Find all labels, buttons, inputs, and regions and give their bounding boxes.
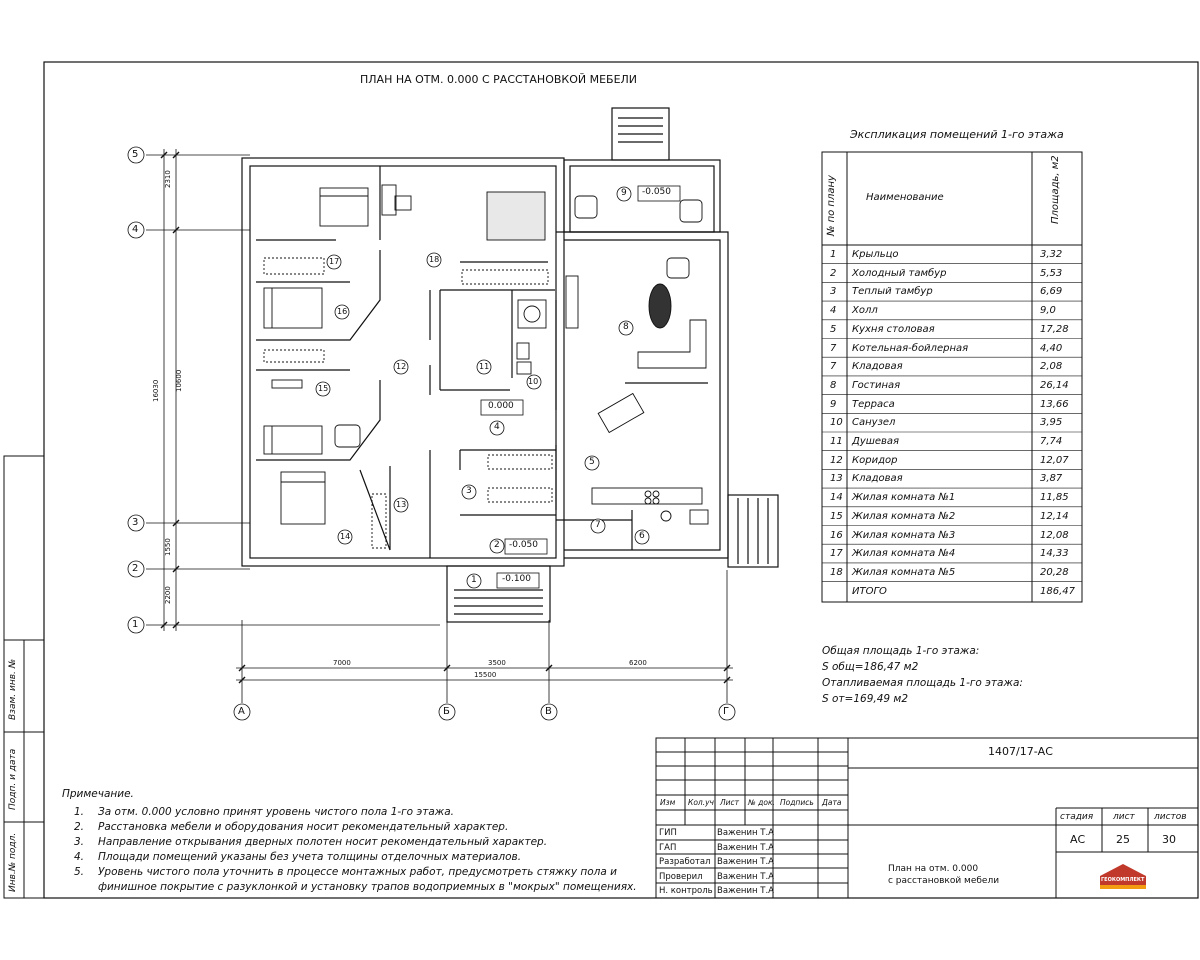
area-note-4: S от=169,49 м2	[822, 693, 909, 705]
explication-row-num: 17	[830, 548, 843, 560]
explication-row-name: Жилая комната №3	[852, 529, 956, 541]
note-text: финишное покрытие с разуклонкой и установку трапов водоприемных в "мокрых" помещениях.	[98, 881, 637, 893]
note-number: 1.	[74, 806, 85, 818]
room-num-6: 6	[639, 531, 645, 541]
room-num-13: 13	[396, 500, 407, 509]
explication-row-area: 3,87	[1040, 473, 1063, 485]
title-block-name: Важенин Т.А	[717, 886, 774, 897]
explication-row-area: 12,07	[1040, 454, 1069, 466]
note-text: За отм. 0.000 условно принят уровень чистого пола 1-го этажа.	[98, 806, 454, 818]
logo-text: ГЕОКОМПЛЕКТ	[1101, 877, 1145, 883]
explication-row-name: Терраса	[852, 398, 895, 410]
dim-left-inner: 10600	[175, 369, 183, 392]
explication-row-area: 13,66	[1040, 398, 1069, 410]
title-block-name: Важенин Т.А	[717, 871, 774, 882]
explication-row-num: 15	[830, 510, 843, 522]
note-number: 4.	[74, 851, 85, 863]
title-block-name: Важенин Т.А	[717, 857, 774, 868]
level-hall: 0.000	[488, 401, 514, 411]
room-num-8: 8	[623, 322, 629, 332]
sheet-value: 25	[1116, 833, 1130, 846]
explication-col-name: Наименование	[866, 192, 944, 203]
explication-row-num: 7	[830, 361, 837, 373]
explication-row-area: 3,95	[1040, 417, 1063, 429]
explication-row-num: 3	[830, 286, 837, 298]
area-note-1: Общая площадь 1-го этажа:	[822, 645, 980, 657]
explication-row-area: 17,28	[1040, 323, 1069, 335]
plan-title: ПЛАН НА ОТМ. 0.000 С РАССТАНОВКОЙ МЕБЕЛИ	[360, 73, 638, 86]
room-num-15: 15	[318, 384, 329, 393]
explication-row-num: 2	[830, 267, 837, 279]
dim-left-2: 1550	[164, 538, 172, 556]
explication-row-name: Коридор	[852, 454, 898, 466]
axis-label-v: В	[545, 706, 552, 717]
explication-row-area: 2,08	[1040, 361, 1063, 373]
title-block-header: Дата	[822, 798, 842, 807]
dim-left-1: 2310	[164, 170, 172, 188]
explication-row-name: Кухня столовая	[852, 323, 935, 335]
explication-total-label: ИТОГО	[852, 585, 887, 597]
explication-row-num: 11	[830, 436, 843, 447]
axis-label-b: Б	[443, 706, 450, 717]
dim-left-total: 16030	[152, 379, 160, 402]
explication-row-area: 4,40	[1040, 342, 1063, 354]
explication-col-area: Площадь, м2	[1050, 155, 1061, 224]
explication-row-name: Жилая комната №2	[852, 510, 956, 522]
explication-row-name: Кладовая	[852, 473, 903, 485]
title-block-role: Разработал	[659, 857, 711, 868]
explication-row-num: 10	[830, 417, 843, 429]
sheets-value: 30	[1162, 833, 1176, 846]
project-code: 1407/17-АС	[988, 745, 1053, 758]
explication-row-area: 6,69	[1040, 286, 1063, 298]
sheets-label: листов	[1154, 812, 1187, 822]
room-num-18: 18	[429, 255, 440, 264]
dim-6200: 6200	[629, 659, 647, 667]
explication-row-area: 20,28	[1040, 566, 1069, 578]
explication-row-name: Холл	[852, 305, 878, 317]
explication-row-num: 1	[830, 249, 837, 260]
explication-row-name: Душевая	[852, 436, 900, 447]
explication-row-area: 11,85	[1040, 492, 1069, 504]
grid-axes	[128, 147, 735, 720]
sheet-label: лист	[1113, 812, 1135, 822]
level-porch: -0.100	[502, 574, 532, 584]
explication-row-num: 7	[830, 342, 837, 354]
stage-value: АС	[1070, 833, 1086, 846]
level-vestibule: -0.050	[509, 540, 539, 550]
room-num-9: 9	[621, 188, 627, 198]
level-terrace: -0.050	[642, 187, 672, 197]
axis-label-1: 1	[132, 619, 139, 630]
explication-row-num: 5	[830, 323, 837, 335]
room-num-16: 16	[337, 307, 348, 316]
note-text: Площади помещений указаны без учета толщины отделочных материалов.	[98, 851, 522, 863]
note-text: Уровень чистого пола уточнить в процессе монтажных работ, предусмотреть стяжку пола и	[98, 866, 617, 878]
stage-label: стадия	[1060, 812, 1094, 822]
notes-heading: Примечание.	[62, 788, 134, 800]
sheet-title-2: с расстановкой мебели	[888, 876, 1000, 886]
note-number: 2.	[74, 821, 85, 833]
explication-row-num: 9	[830, 398, 837, 410]
explication-row-area: 12,14	[1040, 510, 1069, 522]
side-stamp-2: Подп. и дата	[8, 748, 18, 810]
explication-row-num: 18	[830, 566, 843, 578]
explication-row-name: Гостиная	[852, 379, 901, 391]
explication-total-area: 186,47	[1040, 585, 1075, 597]
note-text: Расстановка мебели и оборудования носит рекомендательный характер.	[98, 821, 509, 833]
title-block-header: Кол.уч	[688, 798, 714, 807]
dim-3500: 3500	[488, 659, 506, 667]
note-text: Направление открывания дверных полотен носит рекомендательный характер.	[98, 836, 548, 848]
explication-row-name: Жилая комната №1	[852, 492, 956, 504]
side-stamp-1: Взам. инв. №	[8, 658, 18, 720]
explication-row-area: 7,74	[1040, 436, 1063, 447]
title-block-role: Н. контроль	[659, 886, 713, 897]
area-note-2: S общ=186,47 м2	[822, 661, 919, 673]
room-num-2: 2	[494, 540, 500, 550]
explication-row-name: Жилая комната №4	[852, 548, 956, 560]
room-num-17: 17	[329, 257, 340, 266]
dim-left-3: 2200	[164, 586, 172, 604]
axis-label-5: 5	[132, 149, 139, 160]
explication-row-name: Крыльцо	[852, 249, 899, 260]
axis-label-3: 3	[132, 517, 139, 528]
room-num-3: 3	[466, 486, 472, 496]
explication-row-area: 5,53	[1040, 267, 1063, 279]
explication-row-area: 12,08	[1040, 529, 1069, 541]
side-stamp-3: Инв.№ подл.	[8, 832, 18, 892]
title-block-header: Лист	[720, 798, 740, 807]
room-num-1: 1	[471, 575, 477, 585]
explication-row-area: 3,32	[1040, 249, 1063, 260]
explication-row-area: 26,14	[1040, 379, 1069, 391]
explication-title: Экспликация помещений 1-го этажа	[850, 128, 1064, 141]
dim-total: 15500	[474, 671, 497, 679]
note-number: 3.	[74, 836, 85, 848]
explication-row-name: Жилая комната №5	[852, 566, 956, 578]
explication-row-name: Котельная-бойлерная	[852, 342, 969, 354]
title-block-role: ГИП	[659, 828, 677, 838]
explication-row-num: 13	[830, 473, 843, 485]
explication-row-num: 16	[830, 529, 843, 541]
explication-row-num: 12	[830, 454, 843, 466]
title-block-name: Важенин Т.А	[717, 828, 774, 838]
explication-row-num: 14	[830, 492, 843, 504]
explication-row-name: Санузел	[852, 417, 896, 429]
room-num-14: 14	[340, 532, 351, 541]
explication-row-area: 9,0	[1040, 305, 1056, 317]
explication-row-area: 14,33	[1040, 548, 1069, 560]
explication-row-name: Холодный тамбур	[852, 267, 947, 279]
explication-col-num: № по плану	[826, 175, 837, 236]
axis-label-4: 4	[132, 224, 139, 235]
explication-row-name: Кладовая	[852, 361, 903, 373]
axis-label-g: Г	[723, 706, 730, 717]
area-note-3: Отапливаемая площадь 1-го этажа:	[822, 677, 1023, 689]
room-num-7: 7	[595, 520, 601, 530]
sheet-title-1: План на отм. 0.000	[888, 864, 979, 874]
explication-row-name: Теплый тамбур	[852, 286, 933, 298]
axis-label-a: А	[238, 706, 245, 717]
title-block-role: ГАП	[659, 842, 677, 853]
dim-7000: 7000	[333, 659, 351, 667]
room-num-5: 5	[589, 457, 595, 467]
room-num-11: 11	[479, 362, 490, 371]
level-boxes	[481, 186, 680, 588]
axis-label-2: 2	[132, 563, 139, 574]
title-block-name: Важенин Т.А	[717, 842, 774, 853]
note-number: 5.	[74, 866, 85, 878]
title-block-header: Изм	[660, 798, 676, 807]
title-block-role: Проверил	[659, 871, 703, 882]
room-num-12: 12	[396, 362, 407, 371]
explication-row-num: 8	[830, 379, 837, 391]
room-num-4: 4	[494, 422, 500, 432]
title-block-header: Подпись	[780, 798, 814, 807]
explication-row-num: 4	[830, 305, 837, 317]
room-num-10: 10	[528, 377, 539, 386]
title-block-header: № док.	[748, 798, 775, 807]
